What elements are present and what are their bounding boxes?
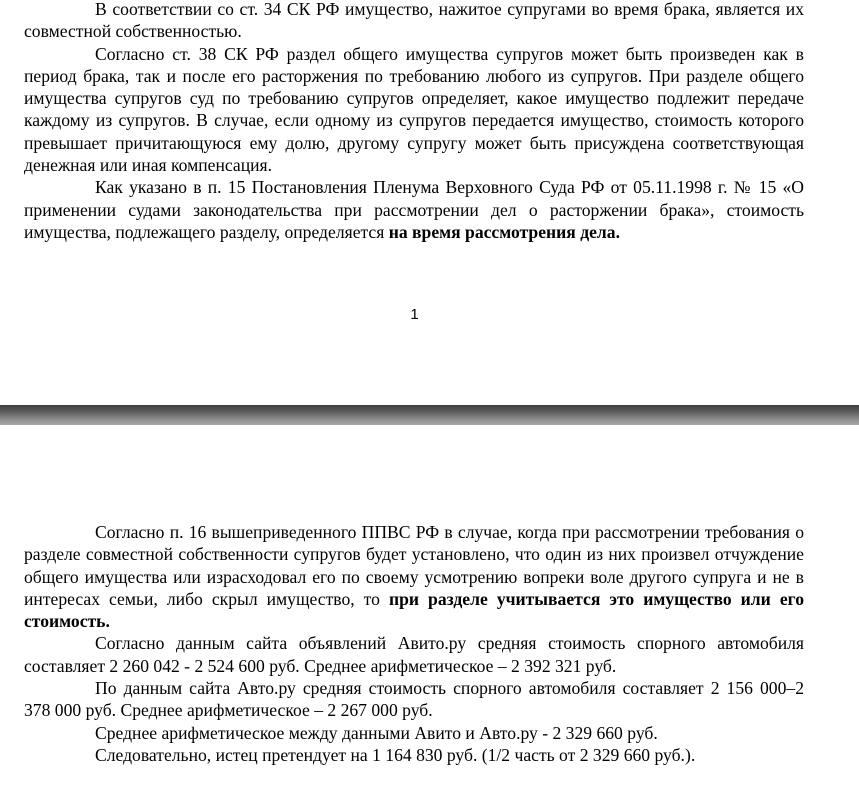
document-page-2 [0,425,859,787]
paragraph-avito-price [24,632,804,677]
paragraph-property-definition [24,0,804,43]
paragraph-text: Согласно п. 16 вышеприведенного ППВС РФ в случае, когда при рассмотрении требования о разделе совместной собственности супругов будет установлено, что один из них произвел отчуждение общего имущества или израсходовал его по своему усмотрению вопреки воле другого супруга и не в интересах семьи, либо скрыл имущество, то [24,522,804,609]
paragraph-bold-text: на время рассмотрения дела. [388,221,620,242]
paragraph-text: По данным сайта Авто.ру средняя стоимость спорного автомобиля составляет 2 156 000–2 378 000 руб. Среднее арифметическое – 2 267 000 руб. [24,678,804,721]
page-number: 1 [410,306,419,323]
paragraph-text: Среднее арифметическое между данными Авито и Авто.ру - 2 329 660 руб. [95,722,658,743]
paragraph-bold-text: при разделе учитывается это имущество или его стоимость. [24,588,804,632]
paragraph-property-division [24,43,804,177]
paragraph-average-price [24,722,804,744]
paragraph-text: Согласно ст. 38 СК РФ раздел общего имущества супругов может быть произведен как в период брака, так и после его расторжения по требованию любого из супругов. При разделе общего имущества супругов суд по требованию супругов определяет, какое имущество подлежит передаче каждому из супругов. В случае, если одному из супругов передается имущество, стоимость которого превышает причитающуюся ему долю, другому супругу может быть присуждена соответствующая денежная или иная компенсация. [24,43,804,176]
page-1-body [24,0,804,243]
paragraph-hidden-property [24,521,804,632]
page-separator [0,405,859,425]
page-2-body [24,521,804,766]
paragraph-autoru-price [24,677,804,722]
paragraph-plenum-resolution [24,176,804,243]
paragraph-text: Следовательно, истец претендует на 1 164 830 руб. (1/2 часть от 2 329 660 руб.). [95,744,696,765]
paragraph-text: Согласно данным сайта объявлений Авито.ру средняя стоимость спорного автомобиля составляет 2 260 042 - 2 524 600 руб. Среднее арифметическое – 2 392 321 руб. [24,633,804,676]
paragraph-text: Как указано в п. 15 Постановления Пленума Верховного Суда РФ от 05.11.1998 г. № 15 «О применении судами законодательства при рассмотрении дел о расторжении брака», стоимость имущества, подлежащего разделу, определяется [24,177,804,242]
paragraph-claim-amount [24,744,804,766]
paragraph-text: В соответствии со ст. 34 СК РФ имущество, нажитое супругами во время брака, является их совместной собственностью. [24,0,804,42]
